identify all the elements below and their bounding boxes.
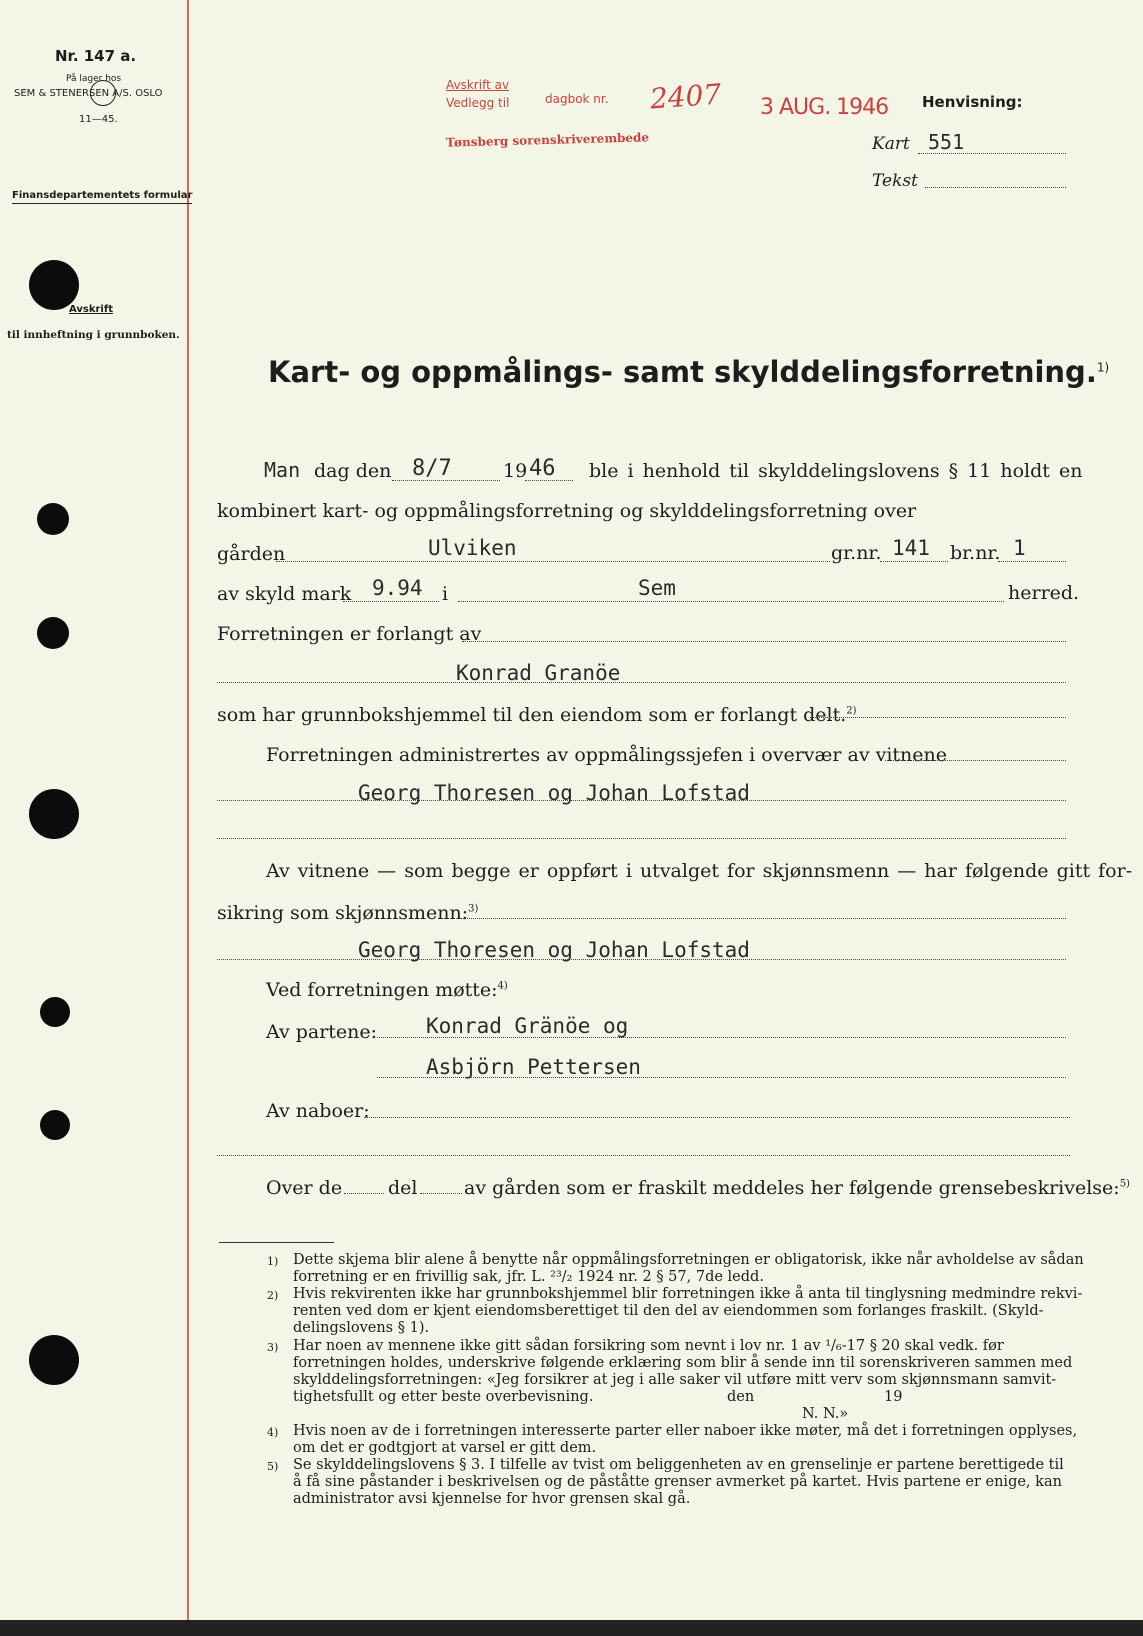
party-2: Asbjörn Pettersen	[426, 1055, 641, 1079]
boundary-line-b: del	[388, 1177, 418, 1199]
footnote-2-number: 2)	[267, 1289, 279, 1302]
footnote-5-line-3: administrator avsi kjennelse for hvor grensen skal gå.	[293, 1491, 691, 1507]
requested-label: Forretningen er forlangt av	[217, 623, 482, 645]
grnr-label: gr.nr.	[831, 542, 882, 564]
title-holder-label: som har grunnbokshjemmel til den eiendom som er forlangt delt.	[217, 704, 847, 726]
tekst-label: Tekst	[872, 171, 918, 191]
boundary-label: av gården som er fraskilt meddeles her følgende grensebeskrivelse:	[464, 1177, 1120, 1199]
title-holder-text	[217, 704, 857, 726]
footnote-1-number: 1)	[267, 1255, 279, 1268]
boundary-line-a: Over de	[266, 1177, 343, 1199]
kart-value: 551	[928, 130, 965, 154]
assurance-line-1: Av vitnene — som begge er oppført i utvalget for skjønnsmenn — har følgende gitt for-	[266, 860, 1133, 882]
farm-name: Ulviken	[428, 536, 517, 560]
footnote-5-line-1: Se skylddelingslovens § 3. I tilfelle av tvist om beliggenheten av en grenselinje er partene berettigede til	[293, 1457, 1064, 1473]
title-note: 1)	[1096, 360, 1110, 375]
footnote-3-number: 3)	[267, 1341, 279, 1354]
stamp-office: Tønsberg sorenskriverembede	[445, 130, 650, 150]
year-suffix: 46	[529, 456, 556, 481]
footnote-3-signature: N. N.»	[802, 1406, 849, 1422]
garden-label: gården	[217, 543, 286, 565]
stamp-diary-number: 2407	[648, 77, 723, 116]
administered-text: Forretningen administrertes av oppmålingssjefen i overvær av vitnene	[266, 744, 948, 766]
footnote-4-line-1: Hvis noen av de i forretningen interesserte parter eller naboer ikke møter, må det i forretningen opplyses,	[293, 1423, 1078, 1439]
stamp-line-2: Vedlegg til	[446, 96, 510, 110]
assurance-label: sikring som skjønnsmenn:	[217, 902, 469, 924]
stamp-line-1: Avskrift av	[446, 78, 510, 92]
meeting-date: 8/7	[412, 456, 452, 481]
title-text: Kart- og oppmålings- samt skylddelingsforretning.	[268, 355, 1097, 389]
year-prefix: 19	[503, 460, 528, 482]
skyld-value: 9.94	[372, 576, 423, 600]
footnote-3-year: 19	[884, 1389, 903, 1405]
day-name: Man	[264, 458, 301, 482]
boundary-line-c	[464, 1177, 1130, 1199]
footnote-rule	[219, 1242, 334, 1243]
party-1: Konrad Gränöe og	[426, 1014, 629, 1038]
witnesses-names: Georg Thoresen og Johan Lofstad	[358, 781, 750, 805]
punch-hole	[29, 789, 79, 839]
publisher-seal-icon	[90, 80, 116, 106]
punch-hole	[37, 503, 69, 535]
stamp-date: 3 AUG. 1946	[760, 95, 889, 120]
footnote-3-line-2: forretningen holdes, underskrive følgende erklæring som blir å sende inn til sorenskriveren sammen med	[293, 1355, 1073, 1371]
publisher-line-2: SEM & STENERSEN A/S. OSLO	[14, 88, 163, 99]
margin-rule	[187, 0, 189, 1636]
footnote-3-line-4: tighetsfullt og etter beste overbevisning.	[293, 1389, 594, 1405]
punch-hole	[29, 1335, 79, 1385]
day-suffix: dag den	[314, 460, 392, 482]
punch-hole	[40, 997, 70, 1027]
footnote-3-line-3: skylddelingsforretningen: «Jeg forsikrer at jeg i alle saker vil utføre mitt verv som skjønnsmann samvit-	[293, 1372, 1057, 1388]
footnote-2-line-2: renten ved dom er kjent eiendomsberettiget til den del av eiendommen som forlanges fraskilt. (Skyld-	[293, 1303, 1044, 1319]
title-holder-note: 2)	[846, 705, 857, 717]
grnr-value: 141	[892, 536, 930, 560]
footnote-3-line-1: Har noen av mennene ikke gitt sådan forsikring som nevnt i lov nr. 1 av ¹/₆-17 § 20 skal vedk. før	[293, 1338, 1004, 1354]
assurance-note: 3)	[468, 903, 479, 915]
scan-edge	[0, 1620, 1143, 1636]
document-title	[268, 355, 1109, 389]
copy-label: Avskrift	[69, 304, 113, 315]
form-number: Nr. 147 a.	[55, 47, 137, 65]
skyld-label: av skyld mark	[217, 583, 352, 605]
brnr-label: br.nr.	[950, 542, 1001, 564]
footnote-5-number: 5)	[267, 1460, 279, 1473]
line1-rest: ble i henhold til skylddelingslovens § 11 holdt en	[589, 460, 1083, 482]
kart-label: Kart	[872, 134, 910, 154]
parties-label: Av partene:	[266, 1021, 378, 1043]
footnote-2-line-1: Hvis rekvirenten ikke har grunnbokshjemmel blir forretningen ikke å anta til tinglysning medmindre rekvi-	[293, 1286, 1083, 1302]
assessors-names: Georg Thoresen og Johan Lofstad	[358, 938, 750, 962]
requester-name: Konrad Granöe	[456, 661, 621, 685]
attended-text	[266, 979, 508, 1001]
print-code: 11—45.	[79, 114, 118, 125]
form-origin: Finansdepartementets formular	[12, 190, 192, 204]
attended-note: 4)	[497, 980, 508, 992]
stamp-diary-label: dagbok nr.	[545, 92, 609, 106]
i-label: i	[442, 583, 449, 605]
footnote-1-line-2: forretning er en frivillig sak, jfr. L. ²³/₂ 1924 nr. 2 § 57, 7de ledd.	[293, 1269, 764, 1285]
footnote-1-line-1: Dette skjema blir alene å benytte når oppmålingsforretningen er obligatorisk, ikke når avholdelse av sådan	[293, 1252, 1084, 1268]
line2: kombinert kart- og oppmålingsforretning og skylddelingsforretning over	[217, 500, 917, 522]
punch-hole	[29, 260, 79, 310]
reference-label: Henvisning:	[922, 93, 1023, 111]
copy-note: til innheftning i grunnboken.	[7, 329, 180, 341]
footnote-2-line-3: delingslovens § 1).	[293, 1320, 430, 1336]
punch-hole	[40, 1110, 70, 1140]
boundary-note: 5)	[1119, 1178, 1130, 1190]
neighbours-label: Av naboer:	[266, 1100, 370, 1122]
attended-label: Ved forretningen møtte:	[266, 979, 498, 1001]
punch-hole	[37, 617, 69, 649]
footnote-4-line-2: om det er godtgjort at varsel er gitt dem.	[293, 1440, 597, 1456]
district-name: Sem	[638, 576, 676, 600]
footnote-3-den: den	[727, 1389, 755, 1405]
footnote-5-line-2: å få sine påstander i beskrivelsen og de påståtte grenser avmerket på kartet. Hvis partene er enige, kan	[293, 1474, 1062, 1490]
brnr-value: 1	[1013, 536, 1026, 560]
herred-label: herred.	[1008, 582, 1080, 604]
footnote-4-number: 4)	[267, 1426, 279, 1439]
assurance-line-2	[217, 902, 478, 924]
publisher-line-1: På lager hos	[66, 74, 122, 84]
